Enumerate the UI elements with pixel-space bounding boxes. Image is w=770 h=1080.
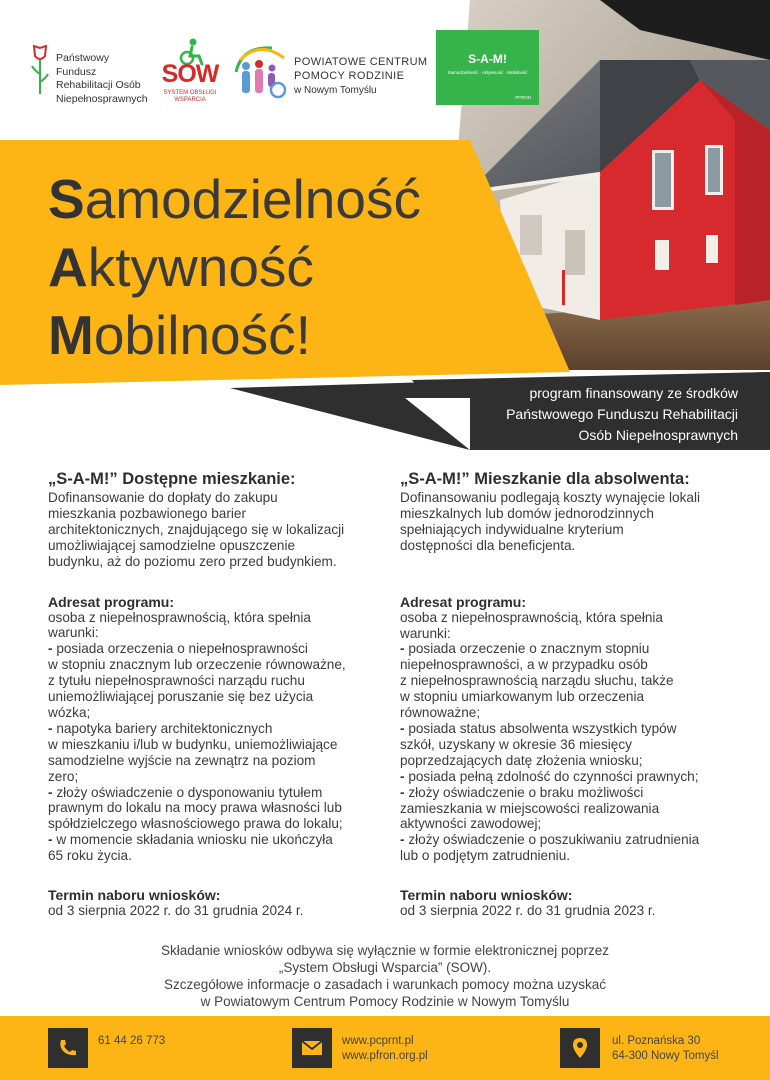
- right-cond-1-line-5: równoważne;: [400, 705, 481, 721]
- address-city: 64-300 Nowy Tomyśl: [612, 1050, 719, 1062]
- right-adresat-heading: Adresat programu:: [400, 593, 527, 610]
- sam-logo-partner: PFRON: [515, 95, 531, 100]
- pcpr-line-3: w Nowym Tomyślu: [294, 85, 377, 96]
- sam-logo-name: S-A-M!: [468, 52, 507, 66]
- contact-bar: [0, 1016, 770, 1080]
- address-street: ul. Poznańska 30: [612, 1035, 701, 1047]
- note-line-2: „System Obsługi Wsparcia” (SOW).: [278, 960, 492, 975]
- list-item: - posiada orzeczenie o znacznym stopniu niepełnosprawności, a w przypadku osób z niepełnosprawnością narządu słuchu, także w stopniu umiarkowanym lub orzeczenia równoważne;: [400, 641, 740, 721]
- title-rest-1: amodzielność: [84, 168, 421, 230]
- right-desc-2: mieszkalnych lub domów jednorodzinnych: [400, 505, 654, 521]
- list-item: - posiada pełną zdolność do czynności prawnych;: [400, 768, 699, 784]
- left-heading: „S-A-M!” Dostępne mieszkanie:: [48, 470, 296, 488]
- sow-name: SOW: [161, 60, 219, 88]
- left-desc-2: mieszkania pozbawionego barier: [48, 505, 246, 521]
- pfron-line-3: Niepełnosprawnych: [56, 92, 148, 105]
- left-termin-heading: Termin naboru wniosków:: [48, 887, 221, 904]
- right-cond-5-line-1: złoży oświadczenie o poszukiwaniu zatrudnienia: [408, 832, 700, 848]
- pcpr-line-2: POMOCY RODZINIE: [294, 70, 405, 82]
- right-program-column: [400, 468, 740, 919]
- list-item: - posiada orzeczenia o niepełnosprawności w stopniu znacznym lub orzeczenie równoważne, z tytułu niepełnosprawności narządu ruchu uniemożliwiającej poruszanie się bez użycia wózka;: [48, 641, 388, 721]
- right-termin: od 3 sierpnia 2022 r. do 31 grudnia 2023 r.: [400, 903, 656, 919]
- list-item: - posiada status absolwenta wszystkich typów szkół, uzyskany w okresie 36 miesięcy poprzedzających datę złożenia wniosku;: [400, 721, 740, 769]
- list-item: - złoży oświadczenie o poszukiwaniu zatrudnienia lub o podjętym zatrudnieniu.: [400, 832, 740, 864]
- right-cond-2-line-3: poprzedzających datę złożenia wniosku;: [400, 752, 643, 768]
- left-cond-4-line-2: 65 roku życia.: [48, 848, 132, 864]
- list-item: - w momencie składania wniosku nie ukończyła 65 roku życia.: [48, 832, 388, 864]
- left-conditions-list: [48, 641, 388, 864]
- family-icon: [232, 42, 288, 100]
- phone-icon: [48, 1028, 88, 1068]
- program-line-2: Państwowego Funduszu Rehabilitacji: [506, 406, 738, 422]
- pcpr-logo: [232, 42, 432, 104]
- page-title: [48, 165, 421, 369]
- pfron-line-2: Rehabilitacji Osób: [56, 79, 141, 91]
- left-cond-2-line-3: samodzielne wyjście na zewnątrz na poziom: [48, 752, 316, 768]
- title-cap-3: M: [48, 304, 94, 366]
- left-desc-1: Dofinansowanie do dopłaty do zakupu: [48, 490, 278, 505]
- left-cond-1-line-5: wózka;: [48, 704, 91, 720]
- right-cond-1-line-1: posiada orzeczenie o znacznym stopniu: [408, 641, 650, 657]
- right-conditions-list: [400, 641, 740, 864]
- title-rest-2: ktywność: [87, 236, 314, 298]
- note-line-1: Składanie wniosków odbywa się wyłącznie w formie elektronicznej poprzez: [161, 943, 609, 958]
- right-cond-4-line-3: aktywności zawodowej;: [400, 816, 542, 832]
- note-line-3: Szczegółowe informacje o zasadach i warunkach pomocy można uzyskać: [164, 977, 606, 992]
- title-line-1: [48, 165, 421, 233]
- pcpr-line-1: POWIATOWE CENTRUM: [294, 56, 428, 68]
- title-line-3: [48, 301, 421, 369]
- right-desc-1: Dofinansowaniu podlegają koszty wynajęcie lokali: [400, 490, 700, 505]
- right-cond-2-line-2: szkół, uzyskany w okresie 36 miesięcy: [400, 736, 632, 752]
- left-cond-2-line-4: zero;: [48, 768, 79, 784]
- right-cond-1-line-4: w stopniu umiarkowanym lub orzeczenia: [400, 689, 645, 705]
- contact-phone[interactable]: 61 44 26 773: [98, 1035, 166, 1047]
- application-info-note: [60, 942, 710, 1010]
- left-cond-1-line-1: posiada orzeczenia o niepełnosprawności: [56, 641, 308, 657]
- right-heading: „S-A-M!” Mieszkanie dla absolwenta:: [400, 470, 690, 488]
- left-program-column: [48, 468, 388, 919]
- right-cond-5-line-2: lub o podjętym zatrudnieniu.: [400, 848, 571, 864]
- left-cond-1-line-4: uniemożliwiającej poruszanie się bez użycia: [48, 689, 314, 705]
- right-adresat-intro-2: warunki:: [400, 625, 451, 641]
- left-termin: od 3 sierpnia 2022 r. do 31 grudnia 2024 r.: [48, 903, 304, 919]
- title-cap-1: S: [48, 168, 85, 230]
- list-item: - złoży oświadczenie o braku możliwości zamieszkania w miejscowości realizowania aktywności zawodowej;: [400, 785, 740, 833]
- left-cond-2-line-2: w mieszkaniu i/lub w budynku, uniemożliwiające: [48, 736, 338, 752]
- logo-bar: [0, 0, 770, 140]
- right-cond-4-line-2: zamieszkania w miejscowości realizowania: [400, 800, 660, 816]
- left-cond-1-line-3: z tytułu niepełnosprawności narządu ruchu: [48, 673, 305, 689]
- title-cap-2: A: [48, 236, 88, 298]
- right-cond-1-line-2: niepełnosprawności, a w przypadku osób: [400, 657, 648, 673]
- title-line-2: [48, 233, 421, 301]
- contact-web: [342, 1034, 428, 1064]
- left-cond-4-line-1: w momencie składania wniosku nie ukończyła: [56, 832, 333, 848]
- program-funding-note: [418, 383, 738, 446]
- left-cond-3-line-2: prawnym do lokalu na mocy prawa własności lub: [48, 800, 342, 816]
- left-desc-4: umożliwiającej samodzielne opuszczenie: [48, 537, 296, 553]
- list-item: - napotyka bariery architektonicznych w mieszkaniu i/lub w budynku, uniemożliwiające samodzielne wyjście na zewnątrz na poziom zero;: [48, 721, 388, 785]
- left-adresat-heading: Adresat programu:: [48, 593, 175, 610]
- pfron-logo: [30, 42, 150, 105]
- title-rest-3: obilność!: [93, 304, 311, 366]
- left-adresat-intro-1: osoba z niepełnosprawnością, która spełnia: [48, 609, 311, 625]
- pfron-line-1: Państwowy Fundusz: [56, 52, 110, 78]
- left-cond-3-line-1: złoży oświadczenie o dysponowaniu tytułem: [56, 784, 323, 800]
- right-cond-4-line-1: złoży oświadczenie o braku możliwości: [408, 784, 644, 800]
- list-item: - złoży oświadczenie o dysponowaniu tytułem prawnym do lokalu na mocy prawa własności lub spółdzielczego własnościowego prawa do lokalu;: [48, 785, 388, 833]
- website-link-pfron[interactable]: www.pfron.org.pl: [342, 1050, 428, 1062]
- sam-logo: [436, 30, 539, 105]
- sam-logo-sub: Samodzielność · Aktywność · Mobilność: [447, 70, 528, 75]
- right-cond-3-line-1: posiada pełną zdolność do czynności prawnych;: [408, 768, 699, 784]
- program-line-1: program finansowany ze środków: [529, 385, 738, 401]
- left-cond-1-line-2: w stopniu znacznym lub orzeczenie równoważne,: [48, 657, 346, 673]
- envelope-icon: [292, 1028, 332, 1068]
- left-desc-3: architektonicznych, znajdującego się w lokalizacji: [48, 521, 345, 537]
- sow-sub-1: SYSTEM OBSŁUGI: [163, 90, 217, 96]
- left-desc-5: budynku, aż do poziomu zero przed budynkiem.: [48, 553, 337, 569]
- tulip-icon: [30, 44, 50, 96]
- note-line-4: w Powiatowym Centrum Pomocy Rodzinie w Nowym Tomyślu: [200, 994, 570, 1009]
- left-adresat-intro-2: warunki:: [48, 625, 99, 641]
- left-cond-2-line-1: napotyka bariery architektonicznych: [56, 720, 273, 736]
- map-pin-icon: [560, 1028, 600, 1068]
- right-desc-4: dostępności dla beneficjenta.: [400, 537, 576, 553]
- right-desc-3: spełniających indywidualne kryterium: [400, 521, 624, 537]
- website-link-pcprnt[interactable]: www.pcprnt.pl: [342, 1035, 414, 1047]
- sow-logo: [156, 38, 226, 104]
- program-line-3: Osób Niepełnosprawnych: [578, 427, 738, 443]
- sow-sub-2: WSPARCIA: [174, 97, 206, 103]
- right-adresat-intro-1: osoba z niepełnosprawnością, która spełnia: [400, 609, 663, 625]
- right-cond-2-line-1: posiada status absolwenta wszystkich typów: [408, 720, 677, 736]
- contact-address: [612, 1034, 719, 1064]
- left-cond-3-line-3: spółdzielczego własnościowego prawa do lokalu;: [48, 816, 343, 832]
- right-cond-1-line-3: z niepełnosprawnością narządu słuchu, także: [400, 673, 674, 689]
- right-termin-heading: Termin naboru wniosków:: [400, 887, 573, 904]
